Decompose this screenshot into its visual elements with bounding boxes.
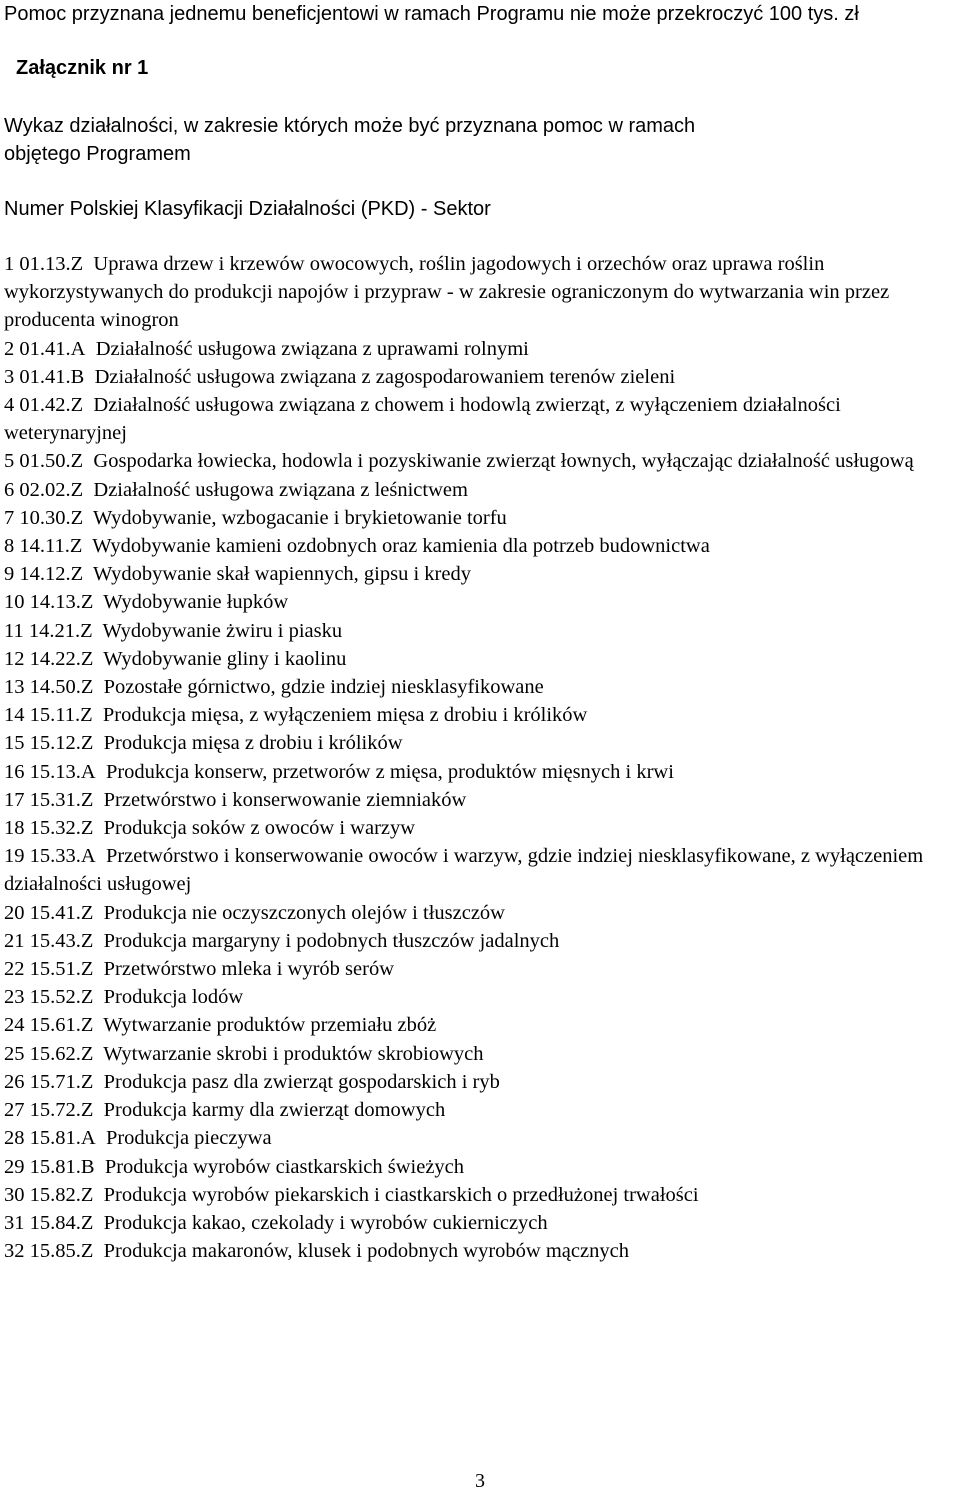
- activity-name: Działalność usługowa związana z uprawami rolnymi: [95, 337, 529, 360]
- pkd-code: 15.51.Z: [29, 958, 94, 981]
- annex-title: Załącznik nr 1: [16, 57, 149, 79]
- entry-number: 5: [4, 450, 15, 473]
- pkd-column-header: Numer Polskiej Klasyfikacji Działalności (PKD) - Sektor: [4, 198, 491, 220]
- intro-line-2: objętego Programem: [4, 143, 191, 165]
- pkd-code: 15.82.Z: [29, 1183, 94, 1206]
- entry-number: 26: [4, 1070, 25, 1093]
- list-item: [4, 560, 944, 588]
- list-item: [4, 983, 944, 1011]
- intro-line-1: Wykaz działalności, w zakresie których może być przyznana pomoc w ramach: [4, 115, 696, 137]
- activity-name: Gospodarka łowiecka, hodowla i pozyskiwanie zwierząt łownych, wyłączając działalność usługową: [93, 450, 914, 473]
- pkd-code: 15.12.Z: [29, 732, 94, 755]
- pkd-code: 15.41.Z: [29, 901, 94, 924]
- activity-name: Produkcja makaronów, klusek i podobnych wyrobów mącznych: [103, 1240, 629, 1263]
- list-item: [4, 1124, 944, 1152]
- list-item: [4, 729, 944, 757]
- entry-number: 13: [4, 676, 25, 699]
- activity-name: Produkcja margaryny i podobnych tłuszczów jadalnych: [103, 929, 560, 952]
- pkd-code: 15.85.Z: [29, 1240, 94, 1263]
- activity-name: Produkcja konserw, przetworów z mięsa, produktów mięsnych i krwi: [105, 760, 674, 783]
- activity-name: Produkcja lodów: [103, 986, 244, 1009]
- pkd-code: 01.13.Z: [19, 253, 84, 275]
- pkd-code: 10.30.Z: [19, 506, 84, 529]
- activity-name: Wydobywanie łupków: [103, 591, 289, 614]
- list-item: [4, 363, 944, 391]
- pkd-code: 14.13.Z: [29, 591, 94, 614]
- pkd-code: 02.02.Z: [19, 478, 84, 501]
- list-item: [4, 786, 944, 814]
- entry-number: 9: [4, 563, 15, 586]
- entry-number: 11: [4, 619, 24, 642]
- entry-number: 14: [4, 704, 25, 727]
- entry-number: 21: [4, 929, 25, 952]
- pkd-code: 14.12.Z: [19, 563, 84, 586]
- entry-number: 25: [4, 1042, 25, 1065]
- intro-text: [4, 112, 904, 168]
- activity-name: Produkcja wyrobów ciastkarskich świeżych: [104, 1155, 465, 1178]
- pkd-code: 15.81.B: [29, 1155, 95, 1178]
- entry-number: 24: [4, 1014, 25, 1037]
- activity-name: Wytwarzanie produktów przemiału zbóż: [103, 1014, 437, 1037]
- entry-number: 4: [4, 394, 15, 417]
- list-item: [4, 532, 944, 560]
- list-item: [4, 1040, 944, 1068]
- pkd-code: 14.22.Z: [29, 647, 94, 670]
- activity-name: Produkcja kakao, czekolady i wyrobów cukierniczych: [103, 1211, 548, 1234]
- pkd-code: 15.61.Z: [29, 1014, 94, 1037]
- entry-number: 20: [4, 901, 25, 924]
- list-item: [4, 842, 944, 898]
- list-item: [4, 250, 944, 335]
- list-item: [4, 1181, 944, 1209]
- activity-name: Wydobywanie skał wapiennych, gipsu i kredy: [93, 563, 471, 586]
- entry-number: 19: [4, 845, 25, 868]
- list-item: [4, 899, 944, 927]
- activity-name: Produkcja karmy dla zwierząt domowych: [103, 1099, 446, 1122]
- activity-name: Przetwórstwo i konserwowanie ziemniaków: [103, 788, 467, 811]
- activity-name: Uprawa drzew i krzewów owocowych, roślin jagodowych i orzechów oraz uprawa roślin wykorzystywanych do produkcji napojów i przypraw - w zakresie ograniczonym do wytwarzania win przez producenta winogron: [4, 253, 890, 332]
- entry-number: 2: [4, 337, 15, 360]
- entry-number: 18: [4, 817, 25, 840]
- list-item: [4, 814, 944, 842]
- list-item: [4, 955, 944, 983]
- activity-name: Produkcja pieczywa: [105, 1127, 272, 1150]
- pkd-code: 15.32.Z: [29, 817, 94, 840]
- activity-name: Pozostałe górnictwo, gdzie indziej niesklasyfikowane: [103, 676, 544, 699]
- list-item: [4, 701, 944, 729]
- activity-name: Wydobywanie gliny i kaolinu: [103, 647, 347, 670]
- list-item: [4, 1096, 944, 1124]
- list-item: [4, 391, 944, 447]
- list-item: [4, 1011, 944, 1039]
- activity-name: Działalność usługowa związana z chowem i hodowlą zwierząt, z wyłączeniem działalności weterynaryjnej: [4, 394, 841, 445]
- activity-name: Produkcja mięsa z drobiu i królików: [103, 732, 403, 755]
- entry-number: 10: [4, 591, 25, 614]
- activity-name: Produkcja pasz dla zwierząt gospodarskich i ryb: [103, 1070, 500, 1093]
- pkd-code: 01.41.B: [19, 365, 85, 388]
- document-top-notice: Pomoc przyznana jednemu beneficjentowi w ramach Programu nie może przekroczyć 100 tys. zł: [4, 3, 859, 25]
- pkd-code: 15.33.A: [29, 845, 96, 868]
- entry-number: 16: [4, 760, 25, 783]
- activity-name: Działalność usługowa związana z leśnictwem: [93, 478, 468, 501]
- activity-name: Produkcja mięsa, z wyłączeniem mięsa z drobiu i królików: [102, 704, 588, 727]
- entry-number: 15: [4, 732, 25, 755]
- pkd-code: 14.21.Z: [28, 619, 93, 642]
- page-number: 3: [475, 1470, 485, 1492]
- entry-number: 6: [4, 478, 15, 501]
- list-item: [4, 645, 944, 673]
- pkd-code: 15.72.Z: [29, 1099, 94, 1122]
- entry-number: 12: [4, 647, 25, 670]
- entry-number: 8: [4, 535, 15, 558]
- pkd-code: 15.84.Z: [29, 1211, 94, 1234]
- entry-number: 3: [4, 365, 15, 388]
- pkd-code: 15.31.Z: [29, 788, 94, 811]
- list-item: [4, 504, 944, 532]
- list-item: [4, 335, 944, 363]
- pkd-code: 15.71.Z: [29, 1070, 94, 1093]
- entry-number: 23: [4, 986, 25, 1009]
- pkd-code: 01.42.Z: [19, 394, 84, 417]
- pkd-code: 15.11.Z: [29, 704, 93, 727]
- list-item: [4, 1209, 944, 1237]
- entry-number: 7: [4, 506, 15, 529]
- activity-name: Wytwarzanie skrobi i produktów skrobiowych: [103, 1042, 484, 1065]
- activity-name: Wydobywanie, wzbogacanie i brykietowanie torfu: [93, 506, 507, 529]
- pkd-code: 01.41.A: [19, 337, 86, 360]
- entry-number: 22: [4, 958, 25, 981]
- activity-name: Produkcja wyrobów piekarskich i ciastkarskich o przedłużonej trwałości: [103, 1183, 699, 1206]
- activity-name: Przetwórstwo i konserwowanie owoców i warzyw, gdzie indziej niesklasyfikowane, z wyłączeniem działalności usługowej: [4, 845, 924, 896]
- pkd-code: 14.50.Z: [29, 676, 94, 699]
- list-item: [4, 758, 944, 786]
- list-item: [4, 476, 944, 504]
- activity-name: Produkcja soków z owoców i warzyw: [103, 817, 416, 840]
- activity-name: Działalność usługowa związana z zagospodarowaniem terenów zieleni: [94, 365, 676, 388]
- entry-number: 28: [4, 1127, 25, 1150]
- entry-number: 27: [4, 1099, 25, 1122]
- entry-number: 17: [4, 788, 25, 811]
- activity-name: Wydobywanie kamieni ozdobnych oraz kamienia dla potrzeb budownictwa: [92, 535, 710, 558]
- list-item: [4, 1068, 944, 1096]
- list-item: [4, 1237, 944, 1265]
- list-item: [4, 673, 944, 701]
- entry-number: 31: [4, 1211, 25, 1234]
- list-item: [4, 447, 944, 475]
- activity-name: Produkcja nie oczyszczonych olejów i tłuszczów: [103, 901, 505, 924]
- entry-number: 1: [4, 253, 15, 275]
- pkd-activity-list: [4, 250, 944, 1265]
- entry-number: 30: [4, 1183, 25, 1206]
- pkd-code: 01.50.Z: [19, 450, 84, 473]
- list-item: [4, 588, 944, 616]
- pkd-code: 14.11.Z: [19, 535, 83, 558]
- entry-number: 32: [4, 1240, 25, 1263]
- list-item: [4, 927, 944, 955]
- pkd-code: 15.43.Z: [29, 929, 94, 952]
- list-item: [4, 1153, 944, 1181]
- activity-name: Przetwórstwo mleka i wyrób serów: [103, 958, 395, 981]
- pkd-code: 15.62.Z: [29, 1042, 94, 1065]
- pkd-code: 15.13.A: [29, 760, 96, 783]
- activity-name: Wydobywanie żwiru i piasku: [102, 619, 343, 642]
- pkd-code: 15.81.A: [29, 1127, 96, 1150]
- pkd-code: 15.52.Z: [29, 986, 94, 1009]
- list-item: [4, 617, 944, 645]
- entry-number: 29: [4, 1155, 25, 1178]
